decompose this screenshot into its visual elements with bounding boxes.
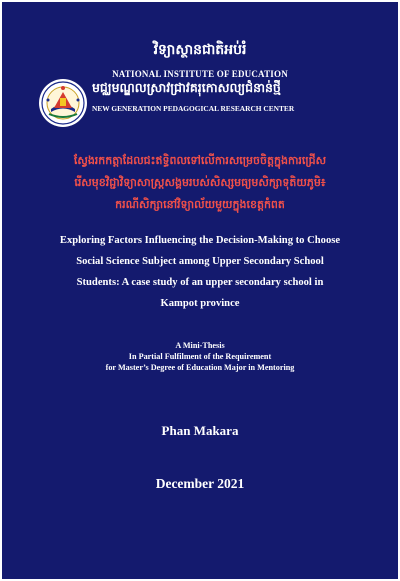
khmer-thesis-title (30, 150, 370, 216)
center-khmer-name: មជ្ឈមណ្ឌលស្រាវជ្រាវគរុកោសល្យជំនាន់ថ្មី (92, 80, 281, 95)
khmer-title-line: ករណីសិក្សានៅវិទ្យាល័យមួយក្នុងខេត្តកំពត (115, 198, 285, 211)
khmer-title-line: រើសមុខវិជ្ជាវិទ្យាសាស្ត្រសង្គមរបស់សិស្សមធ្យមសិក្សាទុតិយភូមិ៖ (74, 176, 326, 189)
thesis-info-line: A Mini-Thesis (175, 341, 225, 350)
institute-khmer-name: វិទ្យាស្ថានជាតិអប់រំ (153, 42, 247, 58)
english-title-line: Students: A case study of an upper secondary school in (76, 277, 324, 288)
institute-english-name: NATIONAL INSTITUTE OF EDUCATION (112, 69, 288, 79)
english-title-line: Kampot province (160, 298, 240, 309)
institute-logo-icon (38, 78, 88, 128)
thesis-info-line: for Master’s Degree of Education Major in Mentoring (105, 363, 295, 372)
thesis-info (22, 340, 378, 373)
thesis-cover (2, 2, 398, 579)
english-title-line: Social Science Subject among Upper Secondary School (76, 256, 324, 267)
center-english-name: NEW GENERATION PEDAGOGICAL RESEARCH CENTER (92, 104, 295, 113)
english-title-line: Exploring Factors Influencing the Decision-Making to Choose (59, 235, 341, 246)
thesis-date: December 2021 (155, 476, 245, 491)
thesis-info-line: In Partial Fulfilment of the Requirement (128, 352, 272, 361)
author-name: Phan Makara (161, 423, 239, 438)
english-thesis-title (22, 230, 378, 314)
khmer-title-line: ស្វែងរកកត្តាដែលជះឥទ្ធិពលទៅលើការសម្រេចចិត្តក្នុងការជ្រើស (73, 154, 327, 167)
